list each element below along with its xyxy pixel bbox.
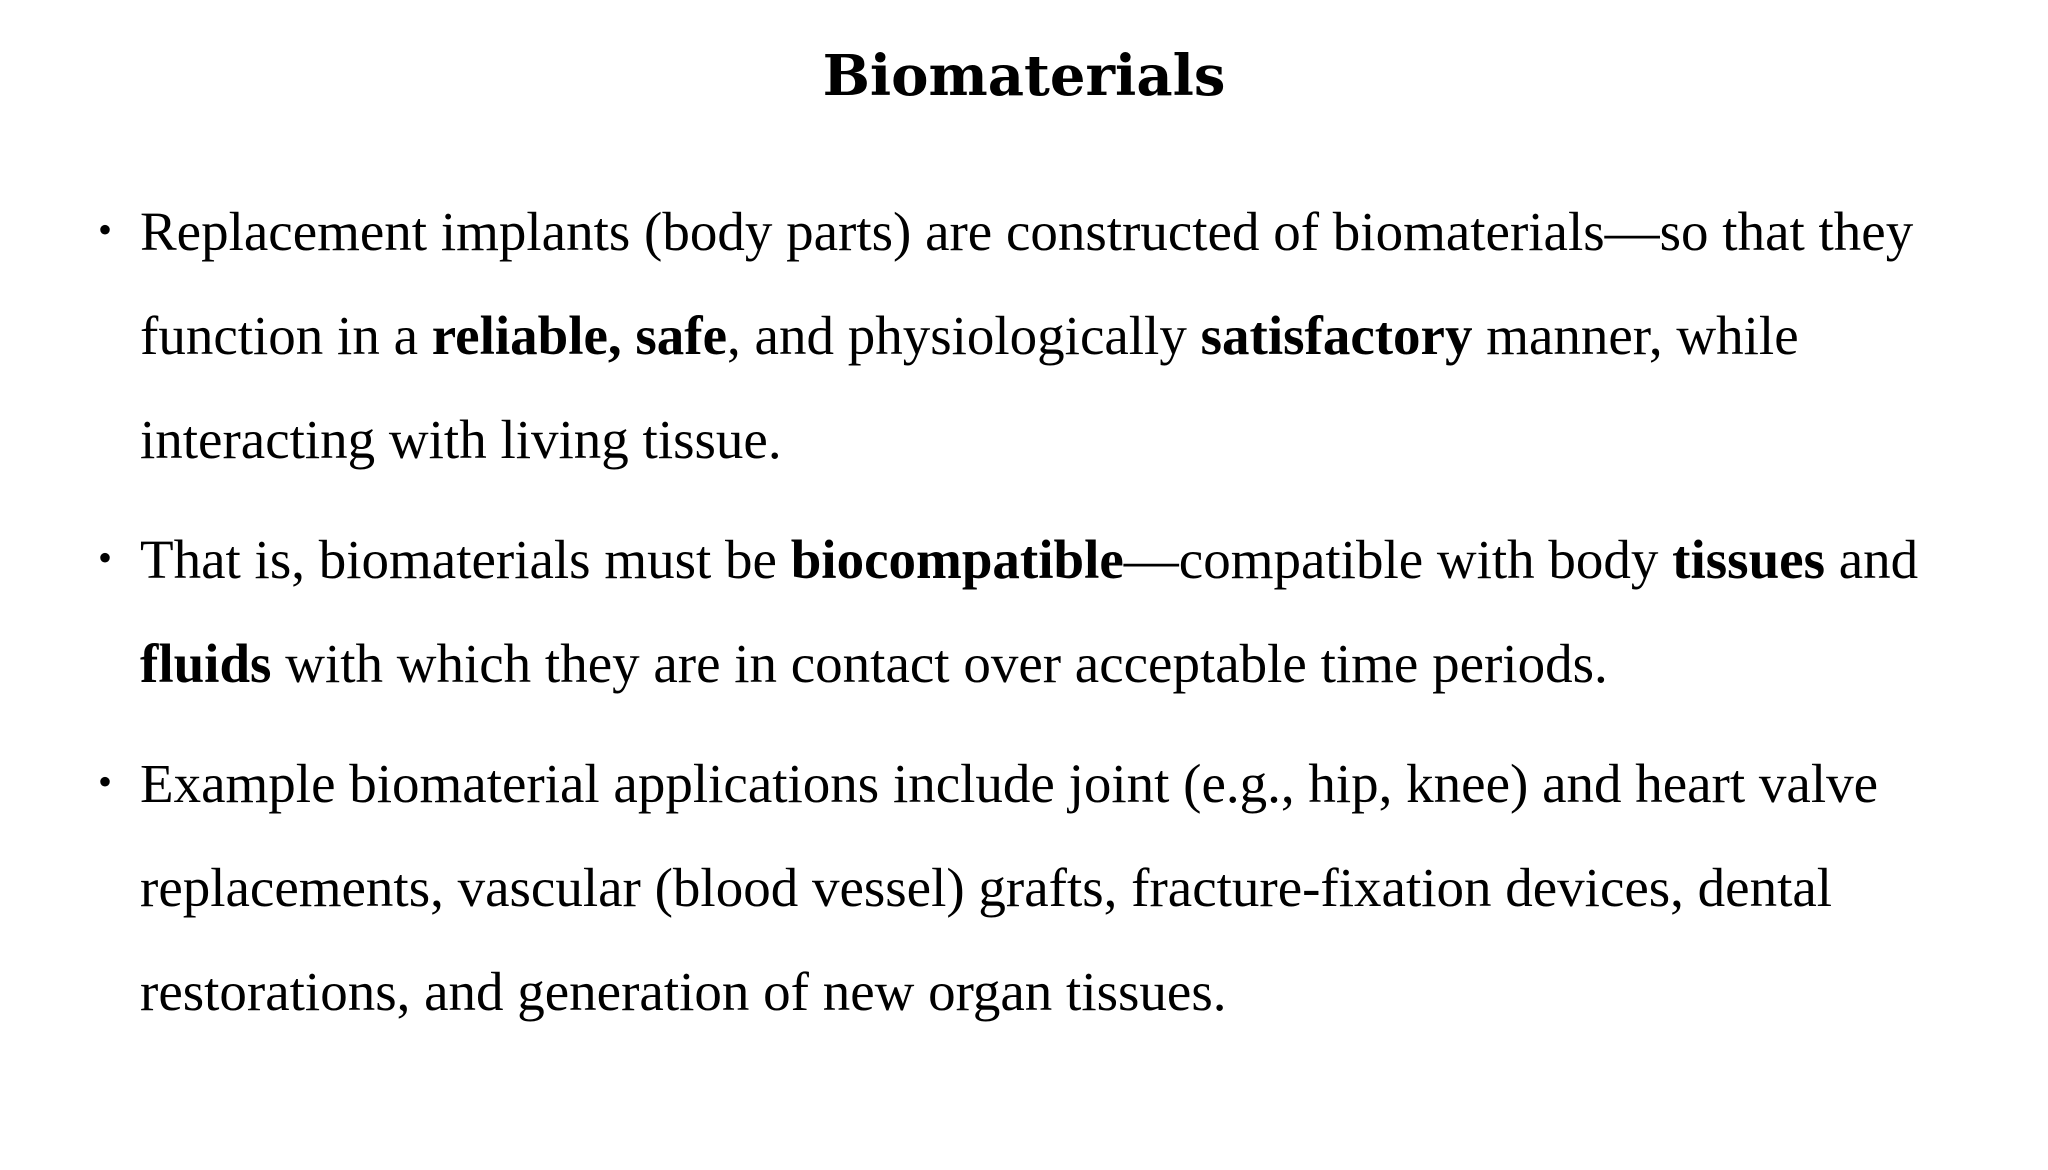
text-segment: Example biomaterial applications include joint (e.g., hip, knee) and heart valve replacements, vascular (blood vessel) grafts, fracture-fixation devices, dental restorations, and generation of new organ tissues. <box>140 753 1879 1022</box>
bullet-item <box>98 732 1998 1044</box>
bullet-dot-icon: • <box>98 759 113 804</box>
bold-text-segment: tissues <box>1672 529 1825 590</box>
bullet-dot-icon: • <box>98 207 113 252</box>
bullet-list <box>98 180 1998 1060</box>
bullet-item <box>98 180 1998 492</box>
text-segment: Replacement implants (body parts) are constructed of biomaterials—so that they function in a <box>140 201 1914 366</box>
text-segment: and <box>1824 529 1919 590</box>
text-segment: with which they are in contact over acceptable time periods. <box>271 633 1608 694</box>
bold-text-segment: reliable, safe <box>431 305 728 366</box>
bullet-dot-icon: • <box>98 535 113 580</box>
bullet-text <box>140 201 1913 470</box>
bullet-text <box>140 753 1878 1022</box>
text-segment: manner, while interacting with living tissue. <box>140 305 1799 470</box>
text-segment: —compatible with body <box>1123 529 1673 590</box>
bold-text-segment: fluids <box>140 633 272 694</box>
bold-text-segment: satisfactory <box>1200 305 1473 366</box>
bullet-item <box>98 508 1998 716</box>
slide-title: Biomaterials <box>822 43 1226 109</box>
bold-text-segment: biocompatible <box>790 529 1124 590</box>
bullet-text <box>140 529 1918 694</box>
text-segment: That is, biomaterials must be <box>140 529 791 590</box>
text-segment: , and physiologically <box>727 305 1201 366</box>
